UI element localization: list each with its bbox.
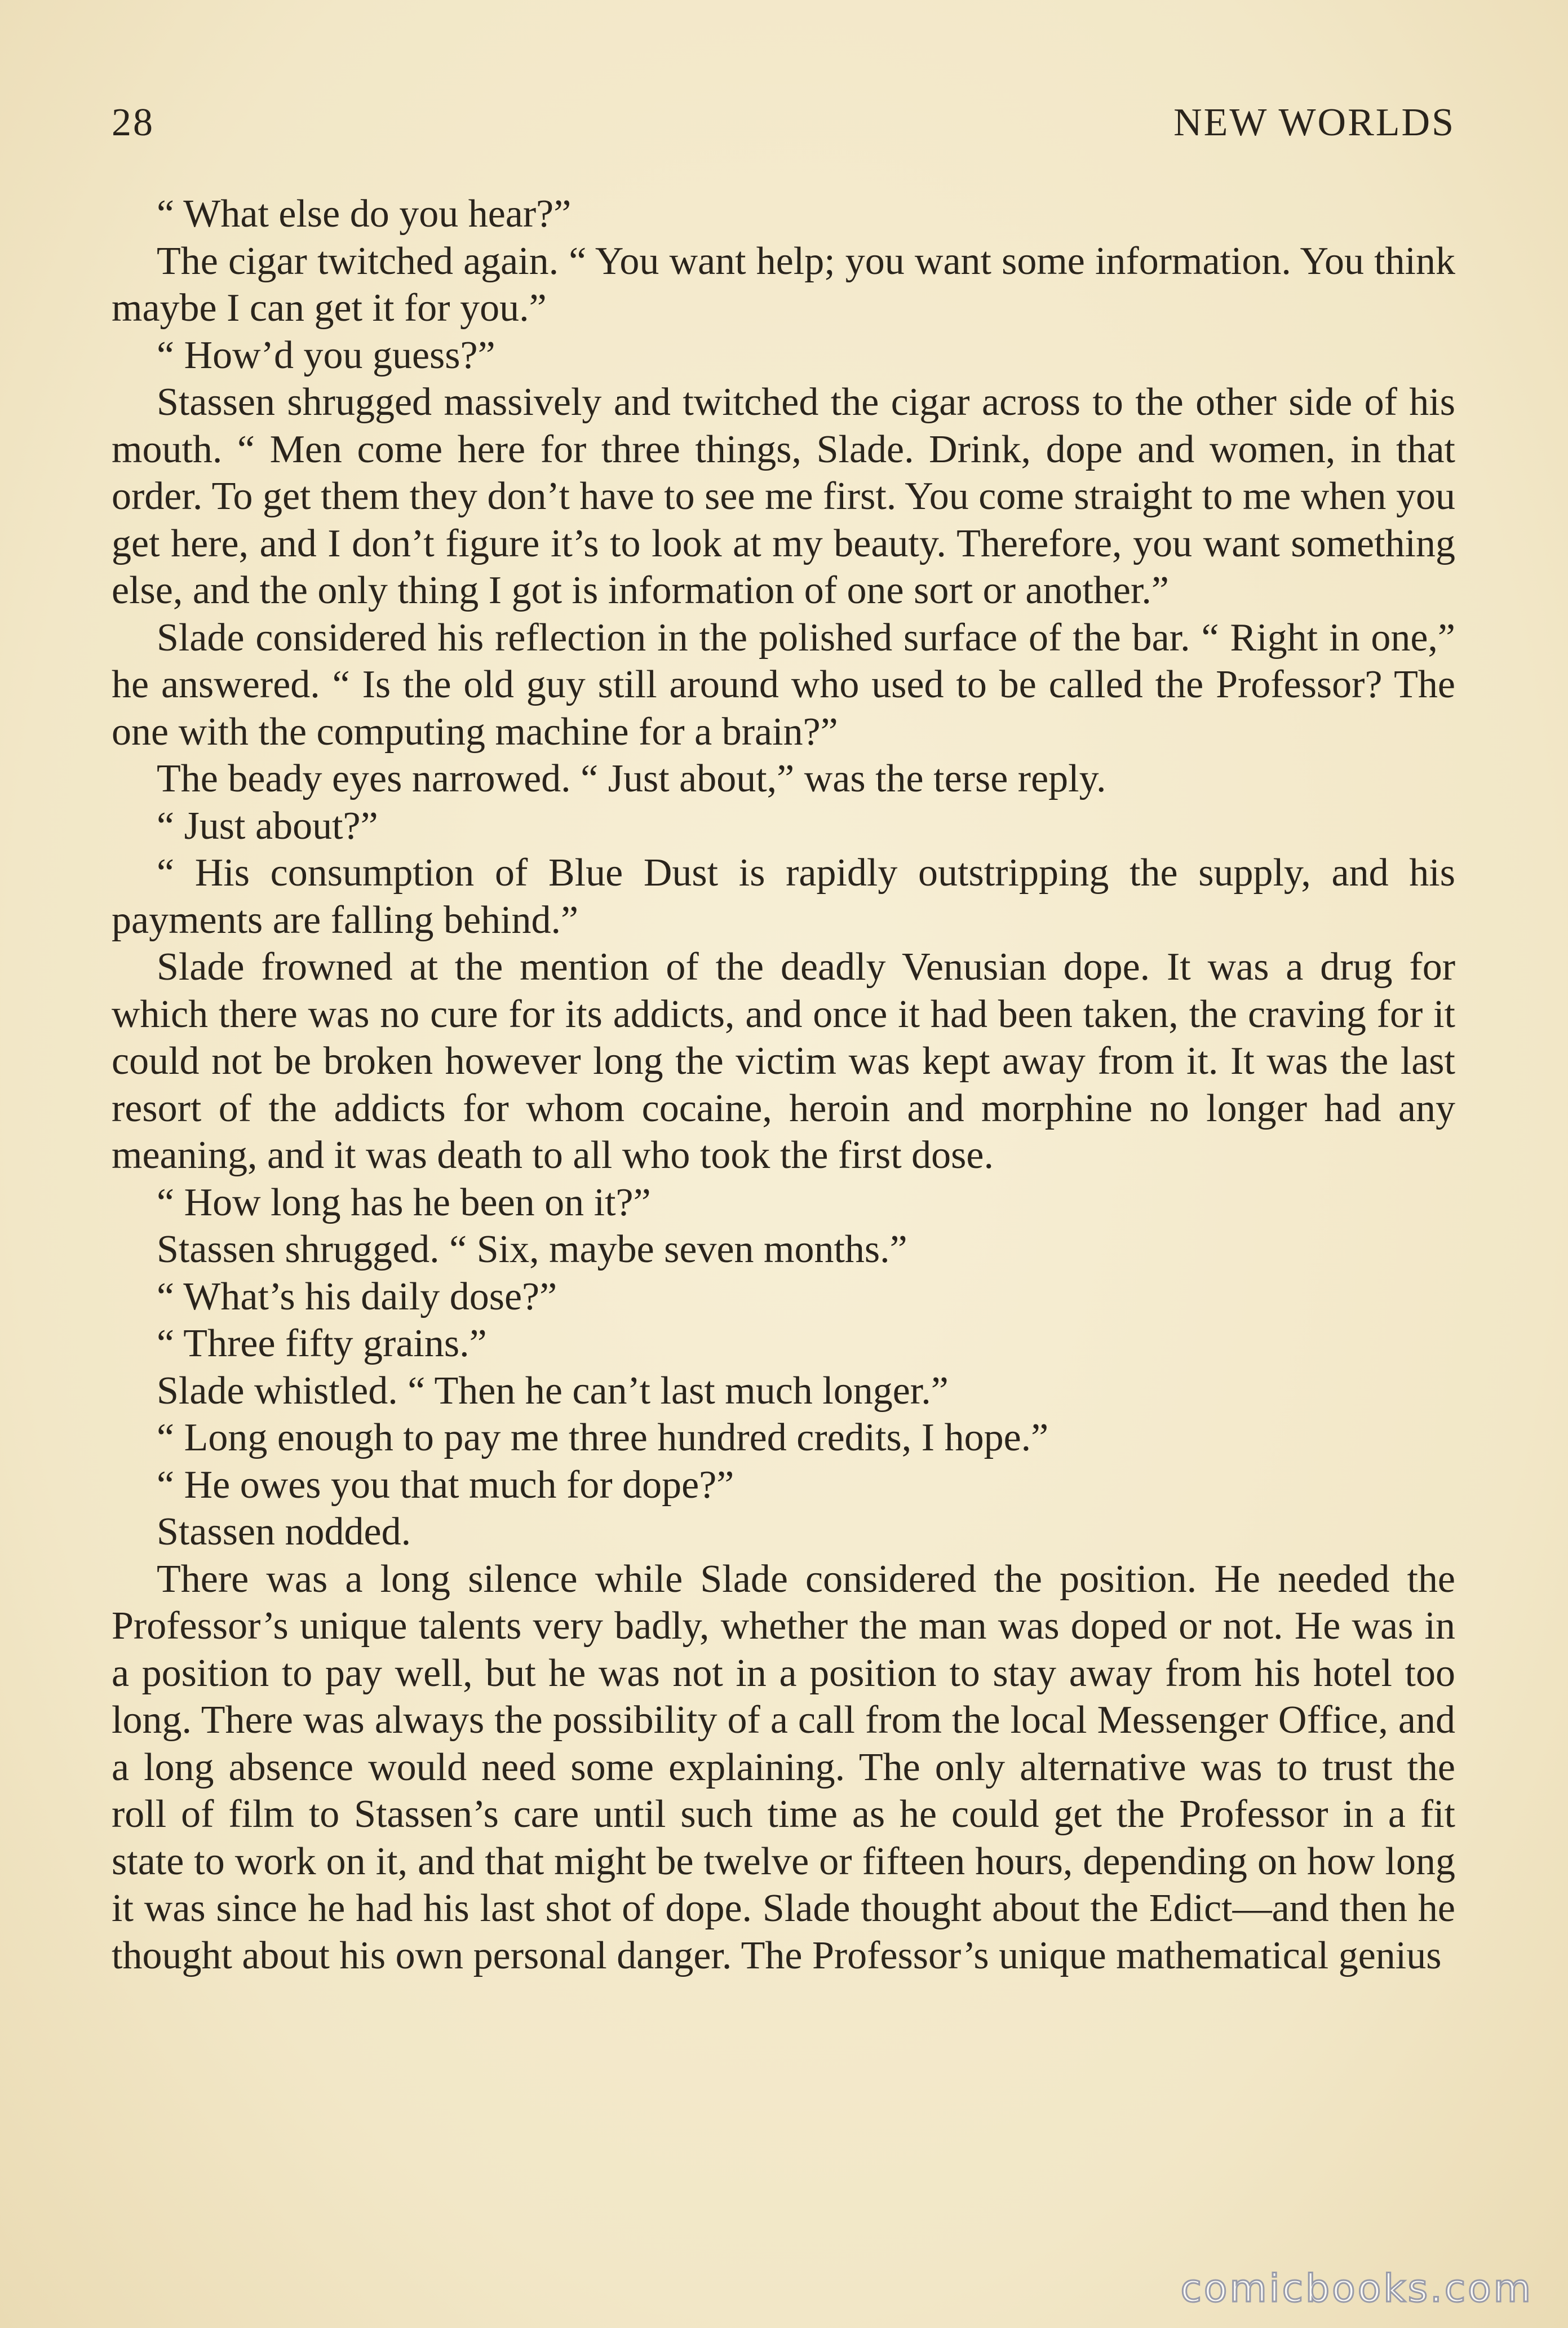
paragraph: Stassen nodded. — [157, 1510, 411, 1554]
site-watermark: comicbooks.com — [1180, 2267, 1533, 2311]
paragraph: “ What’s his daily dose?” — [157, 1274, 557, 1318]
page-number: 28 — [112, 101, 154, 144]
page-header — [112, 100, 1455, 145]
paragraph: The cigar twitched again. “ You want help; you want some information. You think maybe I can get it for you.” — [112, 239, 1455, 330]
paragraph: Stassen shrugged massively and twitched the cigar across to the other side of his mouth. “ Men come here for three things, Slade. Drink, dope and women, in that order. To get them they don’t have to see me first. You come straight to me when you get here, and I don’t figure it’s to look at my beauty. Therefore, you want something else, and the only thing I got is information of one sort or another.” — [112, 380, 1455, 612]
paragraph: “ What else do you hear?” — [157, 192, 572, 236]
paragraph: Stassen shrugged. “ Six, maybe seven months.” — [157, 1228, 907, 1271]
paragraph: “ Just about?” — [157, 804, 378, 848]
paragraph: Slade whistled. “ Then he can’t last much longer.” — [157, 1369, 949, 1413]
paragraph: “ His consumption of Blue Dust is rapidly outstripping the supply, and his payments are falling behind.” — [112, 851, 1455, 942]
story-text — [112, 191, 1455, 1979]
paragraph: Slade frowned at the mention of the deadly Venusian dope. It was a drug for which there was no cure for its addicts, and once it had been taken, the craving for it could not be broken however long the victim was kept away from it. It was the last resort of the addicts for whom cocaine, heroin and morphine no longer had any meaning, and it was death to all who took the first dose. — [112, 945, 1455, 1177]
paragraph: Slade considered his reflection in the polished surface of the bar. “ Right in one,” he answered. “ Is the old guy still around who used to be called the Professor? The one with the computing machine for a brain?” — [112, 616, 1455, 754]
paragraph: The beady eyes narrowed. “ Just about,” was the terse reply. — [157, 757, 1106, 800]
paragraph: “ How long has he been on it?” — [157, 1180, 651, 1224]
paragraph: “ Three fifty grains.” — [157, 1322, 487, 1365]
paragraph: There was a long silence while Slade considered the position. He needed the Professor’s unique talents very badly, whether the man was doped or not. He was in a position to pay well, but he was not in a position to stay away from his hotel too long. There was always the possibility of a call from the local Messenger Office, and a long absence would need some explaining. The only alternative was to trust the roll of film to Stassen’s care until such time as he could get the Professor in a fit state to work on it, and that might be twelve or fifteen hours, depending on how long it was since he had his last shot of dope. Slade thought about the Edict—and then he thought about his own personal danger. The Professor’s unique mathematical genius — [112, 1557, 1455, 1977]
paragraph: “ Long enough to pay me three hundred credits, I hope.” — [157, 1416, 1049, 1459]
paragraph: “ He owes you that much for dope?” — [157, 1463, 734, 1507]
paragraph: “ How’d you guess?” — [157, 333, 495, 377]
running-title: NEW WORLDS — [1173, 101, 1455, 144]
